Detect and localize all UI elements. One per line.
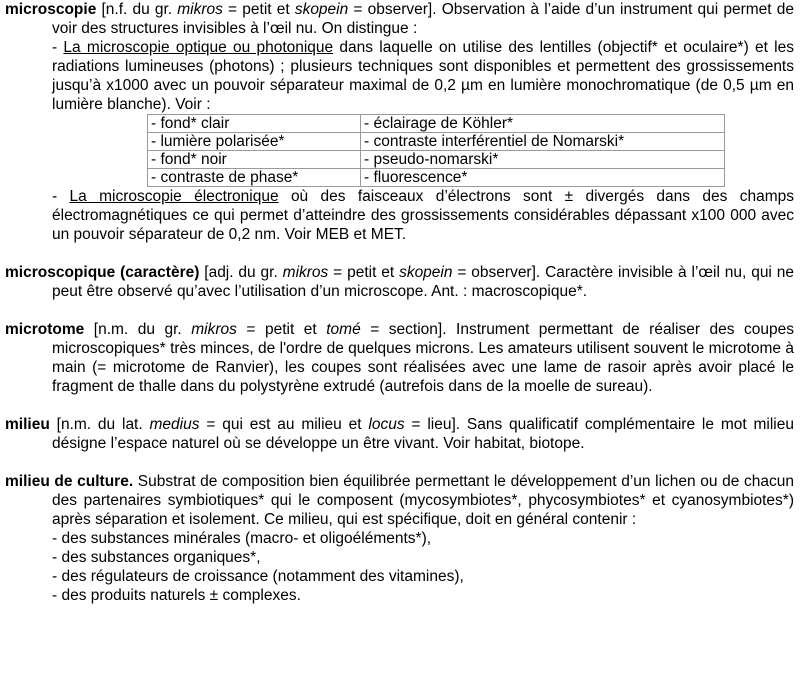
entry-term: microtome [5, 321, 85, 338]
entry-microscopique [5, 263, 794, 301]
table-cell: - contraste de phase* [148, 169, 361, 187]
definition-text: dans laquelle on utilise des lentilles (objectif* et oculaire*) et les radiations lumineuses (photons) ; plusieurs techniques sont disponibles et permettent des grossissements jusqu’à x1000 avec un pouvoir séparateur maximal de 0,2 µm en lumière monochromatique (de 0,5 µm en lumière blanche). Voir : [52, 39, 794, 113]
etymology-word: mikros [282, 264, 329, 281]
etymology-word: tomé [326, 321, 361, 338]
table-cell: - contraste interférentiel de Nomarski* [361, 133, 725, 151]
table-row [148, 169, 725, 187]
etymology-text: [adj. du gr. [199, 264, 283, 281]
electronique-paragraph [5, 187, 794, 244]
list-item: - des régulateurs de croissance (notamment des vitamines), [52, 568, 464, 585]
etymology-word: skopein [399, 264, 453, 281]
table-cell: - éclairage de Köhler* [361, 115, 725, 133]
list-item: - des substances minérales (macro- et oligoéléments*), [52, 530, 432, 547]
table-cell: - lumière polarisée* [148, 133, 361, 151]
table-cell: - fond* noir [148, 151, 361, 169]
table-row [148, 151, 725, 169]
etymology-text: = petit et [222, 1, 295, 18]
list-item: - des produits naturels ± complexes. [52, 587, 301, 604]
entry-microscopique-definition [5, 263, 794, 301]
entry-milieu-definition [5, 415, 794, 453]
etymology-word: mikros [177, 1, 223, 18]
definition-text: Substrat de composition bien équilibrée permettant le développement d’un lichen ou de chacun des partenaires symbiotiques* qui le composent (mycosymbiotes*, phycosymbiotes* et cyanosymbiotes*) après séparation et isolement. Ce milieu, qui est spécifique, doit en général contenir : [52, 473, 794, 528]
table-row [148, 115, 725, 133]
etymology-text: = petit et [328, 264, 400, 281]
etymology-text: = petit et [236, 321, 327, 338]
entry-milieu-de-culture [5, 472, 794, 605]
techniques-table [147, 114, 725, 187]
entry-term: milieu de culture. [5, 473, 134, 490]
etymology-word: skopein [294, 1, 349, 18]
etymology-word: mikros [191, 321, 237, 338]
etymology-text: = qui est au milieu et [199, 416, 369, 433]
entry-term: microscopique (caractère) [5, 264, 200, 281]
definition-text: = lieu]. Sans qualificatif complémentaire le mot milieu désigne l’espace naturel où se développe un être vivant. Voir habitat, biotope. [52, 416, 794, 452]
entry-term: milieu [5, 416, 50, 433]
entry-microscopie [5, 0, 794, 244]
cross-reference-optique: La microscopie optique ou photonique [63, 39, 334, 56]
entry-microscopie-definition [5, 0, 794, 38]
definition-text: où des faisceaux d’électrons sont ± divergés dans des champs électromagnétiques ce qui permet d’atteindre des grossissements considérables dépassant x100 000 avec un pouvoir séparateur de 0,2 nm. Voir MEB et MET. [52, 188, 795, 243]
etymology-word: locus [368, 416, 405, 433]
definition-text: = observer]. Caractère invisible à l’œil nu, qui ne peut être observé qu’avec l’utilisation d’un microscope. Ant. : macroscopique*. [52, 264, 794, 300]
entry-microtome [5, 320, 794, 396]
cross-reference-electronique: La microscopie électronique [69, 188, 279, 205]
definition-text: = section]. Instrument permettant de réaliser des coupes microscopiques* très minces, de l'ordre de quelques microns. Les amateurs utilisent souvent le microtome à main (= microtome de Ranvier), les coupes sont réalisées avec une lame de rasoir après avoir placé le fragment de thalle dans du polystyrène extrudé (autrefois dans de la moelle de sureau). [52, 321, 794, 395]
etymology-word: medius [149, 416, 200, 433]
bullet-dash: - [52, 188, 70, 205]
entry-term: microscopie [5, 1, 97, 18]
table-cell: - fluorescence* [361, 169, 725, 187]
list-item: - des substances organiques*, [52, 549, 261, 566]
etymology-text: [n.m. du gr. [84, 321, 192, 338]
table-row [148, 133, 725, 151]
table-cell: - fond* clair [148, 115, 361, 133]
bullet-dash: - [52, 39, 64, 56]
etymology-text: [n.m. du lat. [49, 416, 150, 433]
entry-milieu-de-culture-definition [5, 472, 794, 529]
etymology-text: [n.f. du gr. [96, 1, 178, 18]
optique-paragraph [5, 38, 794, 114]
definition-text: = observer]. Observation à l’aide d’un instrument qui permet de voir des structures invisibles à l’œil nu. On distingue : [52, 1, 794, 37]
table-cell: - pseudo-nomarski* [361, 151, 725, 169]
entry-milieu [5, 415, 794, 453]
entry-microtome-definition [5, 320, 794, 396]
